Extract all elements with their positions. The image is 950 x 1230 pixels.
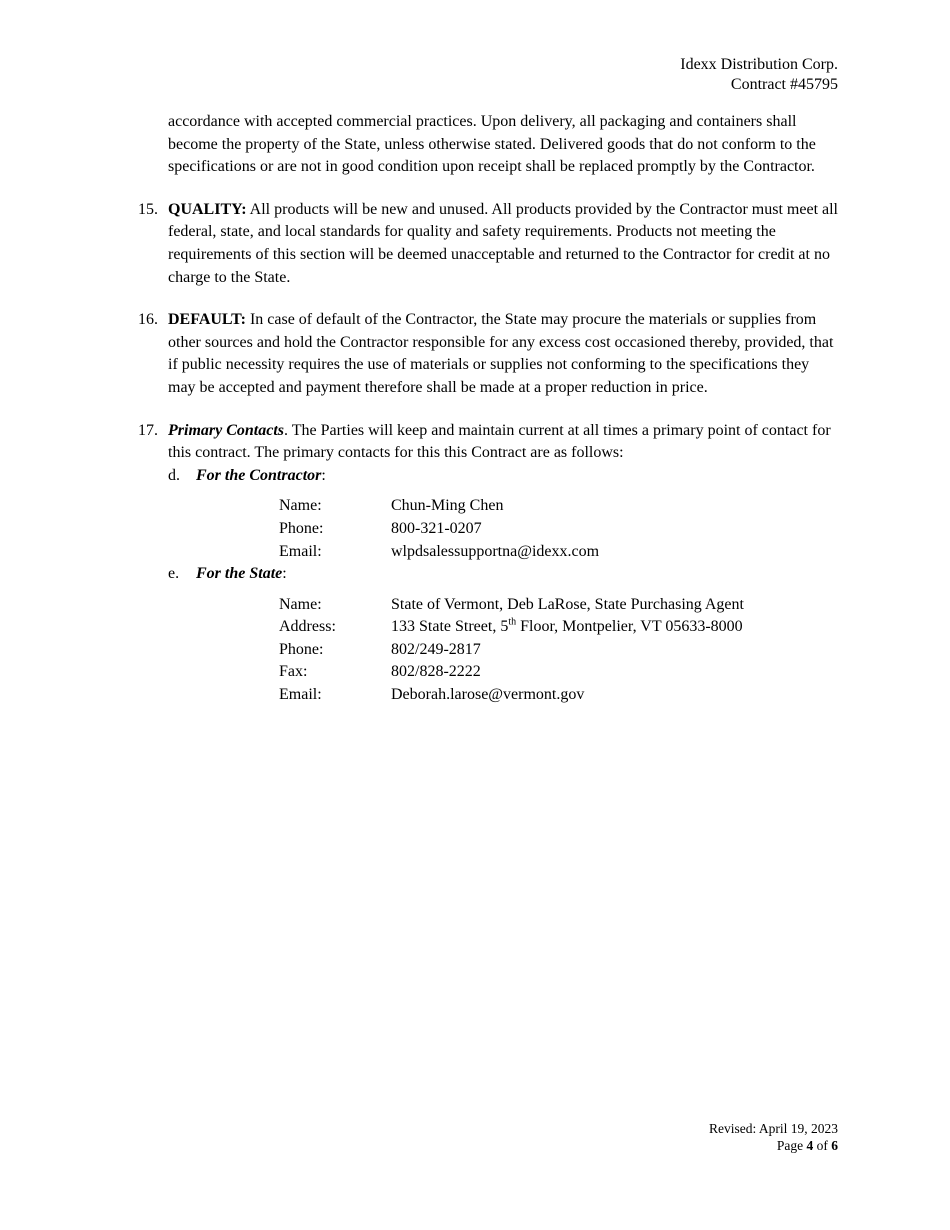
document-body: [138, 111, 840, 709]
contact-label: Email:: [279, 686, 322, 704]
contact-row: [279, 661, 840, 684]
contact-label: Email:: [279, 542, 322, 560]
section-number: 15.: [138, 200, 158, 218]
contact-row: [279, 594, 840, 617]
page-footer: [709, 1120, 838, 1154]
state-contact-table: [279, 594, 840, 707]
section-title: QUALITY:: [168, 200, 247, 218]
state-address: 133 State Street, 5th Floor, Montpelier, VT 05633-8000: [391, 616, 743, 636]
header-company: Idexx Distribution Corp.: [680, 56, 838, 73]
state-heading: For the State: [196, 565, 283, 583]
contact-label: Phone:: [279, 519, 324, 537]
state-email: Deborah.larose@vermont.gov: [391, 686, 585, 704]
state-contact-block: e. For the State: Name: State of Vermont, Deb LaRose, State Purchasing Agent Address: 133 State Street, 5th Floor, Montpelier, VT 05633-8000 Phone: 802/249-2817 Fax: 802/828-2222 Email: Deborah.larose@vermont.gov: [168, 563, 840, 707]
contact-row: [279, 616, 840, 639]
revision-date: Revised: April 19, 2023: [709, 1121, 838, 1136]
section-title: DEFAULT:: [168, 311, 246, 329]
section-text: . The Parties will keep and maintain current at all times a primary point of contact for this contract. The primary contacts for this this Contract are as follows:: [168, 421, 831, 462]
contractor-heading: For the Contractor: [196, 466, 322, 484]
contact-label: Address:: [279, 618, 336, 636]
state-phone: 802/249-2817: [391, 640, 481, 658]
contractor-contact-table: [279, 495, 840, 563]
section-quality: [138, 199, 840, 289]
contractor-phone: 800-321-0207: [391, 519, 482, 537]
contact-row: [279, 518, 840, 541]
contact-label: Phone:: [279, 640, 324, 658]
state-fax: 802/828-2222: [391, 663, 481, 681]
sub-letter: d.: [168, 466, 180, 484]
header-contract-number: Contract #45795: [730, 76, 838, 93]
contact-label: Name:: [279, 497, 322, 515]
contact-row: [279, 541, 840, 564]
state-name: State of Vermont, Deb LaRose, State Purchasing Agent: [391, 595, 744, 613]
contact-label: Fax:: [279, 663, 308, 681]
contractor-contact-block: d. For the Contractor: Name: Chun-Ming Chen Phone: 800-321-0207 Email: wlpdsalessupportna@idexx.com: [168, 465, 840, 563]
contact-row: [279, 639, 840, 662]
contractor-name: Chun-Ming Chen: [391, 497, 504, 515]
contractor-email: wlpdsalessupportna@idexx.com: [391, 542, 600, 560]
section-text: In case of default of the Contractor, the State may procure the materials or supplies from other sources and hold the Contractor responsible for any excess cost occasioned thereby, provided, that if public necessity requires the use of materials or supplies not conforming to the specifications they may be accepted and payment therefore shall be made at a proper reduction in price.: [168, 311, 834, 396]
page-number: Page 4 of 6: [776, 1138, 838, 1153]
section-primary-contacts: [138, 420, 840, 707]
page-header: [680, 55, 838, 95]
section-number: 16.: [138, 311, 158, 329]
contact-label: Name:: [279, 595, 322, 613]
section-title: Primary Contacts: [168, 421, 285, 439]
continued-paragraph: accordance with accepted commercial practices. Upon delivery, all packaging and containers shall become the property of the State, unless otherwise stated. Delivered goods that do not conform to the specifications or are not in good condition upon receipt shall be replaced promptly by the Contractor.: [168, 113, 816, 176]
section-number: 17.: [138, 421, 158, 439]
contact-row: [279, 495, 840, 518]
contact-row: [279, 684, 840, 707]
section-default: [138, 309, 840, 399]
section-text: All products will be new and unused. All products provided by the Contractor must meet all federal, state, and local standards for quality and safety requirements. Products not meeting the requirements of this section will be deemed unacceptable and returned to the Contractor for credit at no charge to the State.: [168, 200, 838, 286]
sub-letter: e.: [168, 565, 180, 583]
